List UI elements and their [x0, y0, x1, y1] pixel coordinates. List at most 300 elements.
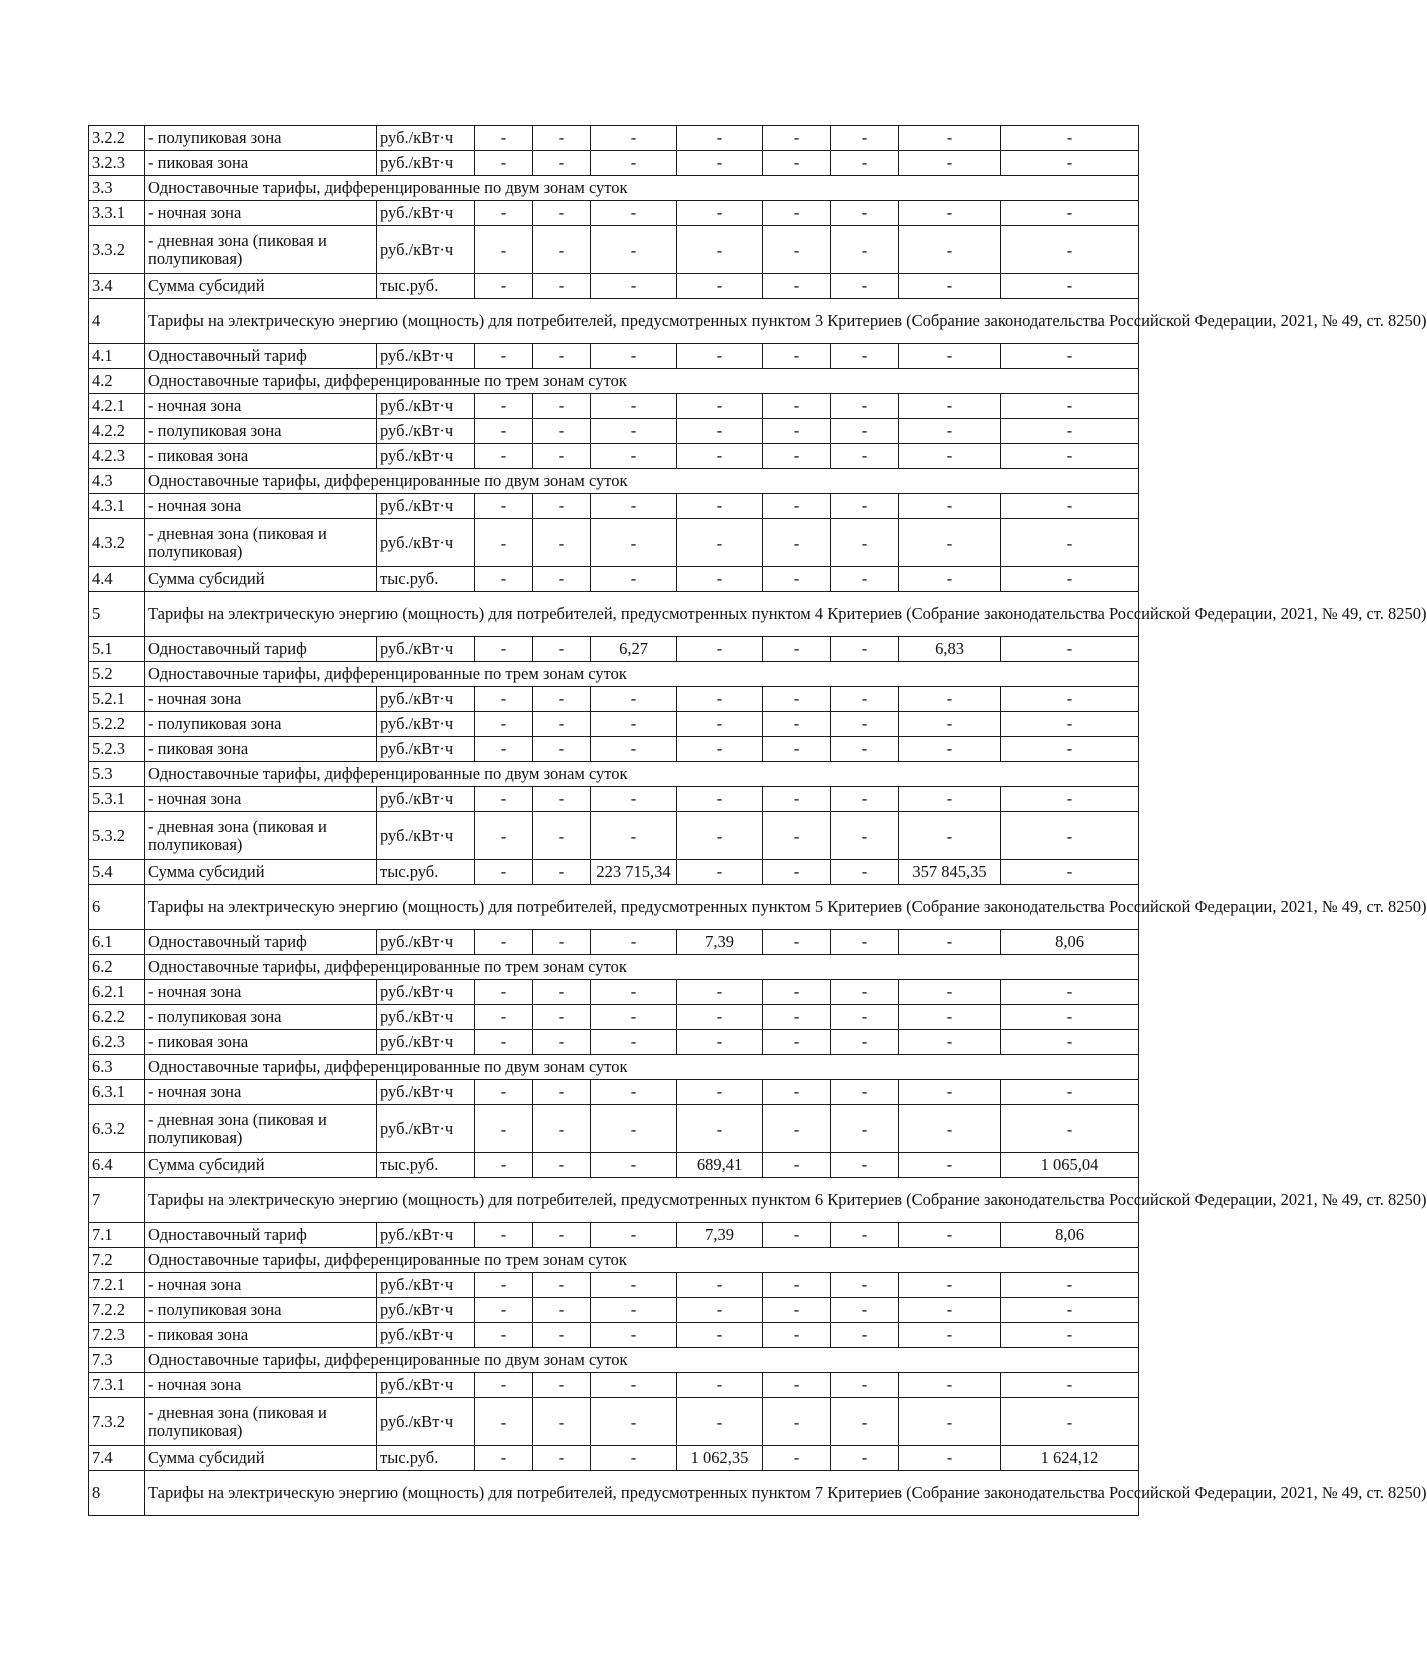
value-cell: -: [763, 1153, 831, 1178]
section-title: Одноставочные тарифы, дифференцированные по двум зонам суток: [145, 762, 1139, 787]
row-name: - дневная зона (пиковая и полупиковая): [145, 226, 377, 274]
value-cell: 6,27: [591, 637, 677, 662]
value-cell: -: [533, 1323, 591, 1348]
value-cell: -: [1001, 687, 1139, 712]
value-cell: -: [763, 126, 831, 151]
value-cell: -: [831, 419, 899, 444]
value-cell: -: [677, 1273, 763, 1298]
value-cell: -: [831, 1273, 899, 1298]
table-row: [89, 1323, 1139, 1348]
value-cell: -: [475, 1273, 533, 1298]
section-header-row: [89, 1471, 1139, 1516]
value-cell: -: [831, 444, 899, 469]
row-name: Сумма субсидий: [145, 1446, 377, 1471]
value-cell: -: [677, 637, 763, 662]
value-cell: -: [1001, 812, 1139, 860]
row-number: 7.4: [89, 1446, 145, 1471]
value-cell: -: [475, 151, 533, 176]
row-number: 6.2: [89, 955, 145, 980]
value-cell: -: [1001, 1323, 1139, 1348]
table-row: [89, 737, 1139, 762]
document-page: [88, 125, 1427, 1516]
section-title: Тарифы на электрическую энергию (мощность) для потребителей, предусмотренных пунктом 6 Критериев (Собрание законодательства Российской Федерации, 2021, № 49, ст. 8250): [145, 1178, 1139, 1223]
value-cell: -: [475, 1005, 533, 1030]
value-cell: -: [533, 1398, 591, 1446]
section-header-row: [89, 299, 1139, 344]
row-name: - полупиковая зона: [145, 126, 377, 151]
table-row: [89, 567, 1139, 592]
section-header-row: [89, 1178, 1139, 1223]
value-cell: -: [831, 567, 899, 592]
value-cell: -: [591, 980, 677, 1005]
value-cell: -: [1001, 737, 1139, 762]
row-unit: руб./кВт·ч: [377, 637, 475, 662]
value-cell: -: [475, 226, 533, 274]
value-cell: -: [763, 1298, 831, 1323]
value-cell: -: [1001, 519, 1139, 567]
row-number: 7.2: [89, 1248, 145, 1273]
row-name: Одноставочный тариф: [145, 1223, 377, 1248]
value-cell: -: [475, 494, 533, 519]
table-row: [89, 344, 1139, 369]
value-cell: -: [763, 860, 831, 885]
row-name: - пиковая зона: [145, 151, 377, 176]
value-cell: -: [591, 1223, 677, 1248]
value-cell: -: [899, 419, 1001, 444]
value-cell: -: [831, 344, 899, 369]
table-row: [89, 519, 1139, 567]
section-header-row: [89, 662, 1139, 687]
value-cell: -: [763, 980, 831, 1005]
value-cell: -: [591, 519, 677, 567]
value-cell: -: [899, 394, 1001, 419]
section-title: Одноставочные тарифы, дифференцированные по двум зонам суток: [145, 469, 1139, 494]
value-cell: -: [763, 1323, 831, 1348]
value-cell: -: [591, 494, 677, 519]
value-cell: -: [763, 812, 831, 860]
value-cell: -: [533, 860, 591, 885]
row-number: 3.2.2: [89, 126, 145, 151]
value-cell: -: [533, 1153, 591, 1178]
value-cell: -: [899, 1005, 1001, 1030]
value-cell: -: [899, 787, 1001, 812]
table-row: [89, 1223, 1139, 1248]
row-unit: руб./кВт·ч: [377, 1298, 475, 1323]
row-number: 4.2.1: [89, 394, 145, 419]
row-number: 5.2.2: [89, 712, 145, 737]
value-cell: -: [533, 1005, 591, 1030]
value-cell: -: [1001, 419, 1139, 444]
value-cell: 223 715,34: [591, 860, 677, 885]
row-name: Одноставочный тариф: [145, 637, 377, 662]
row-number: 6.2.3: [89, 1030, 145, 1055]
value-cell: -: [533, 787, 591, 812]
value-cell: -: [533, 344, 591, 369]
value-cell: -: [763, 1373, 831, 1398]
value-cell: -: [763, 394, 831, 419]
row-number: 3.3.1: [89, 201, 145, 226]
value-cell: -: [533, 126, 591, 151]
table-row: [89, 1398, 1139, 1446]
value-cell: -: [763, 226, 831, 274]
section-title: Одноставочные тарифы, дифференцированные по трем зонам суток: [145, 1248, 1139, 1273]
value-cell: 7,39: [677, 930, 763, 955]
row-number: 5.4: [89, 860, 145, 885]
value-cell: -: [1001, 274, 1139, 299]
row-unit: руб./кВт·ч: [377, 444, 475, 469]
table-row: [89, 394, 1139, 419]
value-cell: -: [899, 274, 1001, 299]
value-cell: -: [677, 444, 763, 469]
value-cell: -: [1001, 787, 1139, 812]
section-title: Тарифы на электрическую энергию (мощность) для потребителей, предусмотренных пунктом 7 Критериев (Собрание законодательства Российской Федерации, 2021, № 49, ст. 8250): [145, 1471, 1139, 1516]
value-cell: -: [677, 737, 763, 762]
value-cell: -: [591, 812, 677, 860]
row-number: 5.3.1: [89, 787, 145, 812]
value-cell: -: [763, 1030, 831, 1055]
value-cell: -: [677, 274, 763, 299]
value-cell: -: [591, 1005, 677, 1030]
table-row: [89, 687, 1139, 712]
value-cell: -: [1001, 394, 1139, 419]
value-cell: -: [763, 419, 831, 444]
value-cell: -: [591, 1398, 677, 1446]
row-number: 5.2: [89, 662, 145, 687]
value-cell: 1 062,35: [677, 1446, 763, 1471]
row-unit: тыс.руб.: [377, 274, 475, 299]
value-cell: -: [899, 1153, 1001, 1178]
row-number: 5.2.1: [89, 687, 145, 712]
value-cell: -: [763, 1398, 831, 1446]
value-cell: -: [1001, 1005, 1139, 1030]
row-unit: тыс.руб.: [377, 567, 475, 592]
value-cell: -: [899, 1373, 1001, 1398]
value-cell: 6,83: [899, 637, 1001, 662]
value-cell: -: [1001, 1298, 1139, 1323]
section-header-row: [89, 592, 1139, 637]
value-cell: -: [533, 1080, 591, 1105]
section-header-row: [89, 955, 1139, 980]
section-title: Одноставочные тарифы, дифференцированные по трем зонам суток: [145, 662, 1139, 687]
table-row: [89, 274, 1139, 299]
row-unit: руб./кВт·ч: [377, 1323, 475, 1348]
table-row: [89, 860, 1139, 885]
value-cell: -: [899, 1030, 1001, 1055]
value-cell: -: [899, 980, 1001, 1005]
section-title: Одноставочные тарифы, дифференцированные по двум зонам суток: [145, 1348, 1139, 1373]
value-cell: -: [591, 1323, 677, 1348]
value-cell: -: [591, 712, 677, 737]
value-cell: -: [1001, 1105, 1139, 1153]
row-unit: руб./кВт·ч: [377, 980, 475, 1005]
row-name: - ночная зона: [145, 787, 377, 812]
value-cell: -: [533, 201, 591, 226]
row-number: 6.2.2: [89, 1005, 145, 1030]
value-cell: -: [677, 1030, 763, 1055]
table-row: [89, 1446, 1139, 1471]
row-number: 3.3: [89, 176, 145, 201]
value-cell: -: [533, 637, 591, 662]
value-cell: -: [677, 712, 763, 737]
value-cell: -: [591, 226, 677, 274]
value-cell: -: [899, 126, 1001, 151]
table-row: [89, 812, 1139, 860]
value-cell: 8,06: [1001, 1223, 1139, 1248]
value-cell: -: [831, 226, 899, 274]
row-number: 6.3.1: [89, 1080, 145, 1105]
value-cell: -: [1001, 860, 1139, 885]
value-cell: -: [533, 980, 591, 1005]
value-cell: -: [475, 787, 533, 812]
table-row: [89, 930, 1139, 955]
row-name: - ночная зона: [145, 394, 377, 419]
value-cell: -: [677, 1005, 763, 1030]
value-cell: -: [677, 1323, 763, 1348]
value-cell: -: [591, 126, 677, 151]
value-cell: -: [677, 980, 763, 1005]
row-number: 5.2.3: [89, 737, 145, 762]
row-number: 5.1: [89, 637, 145, 662]
value-cell: -: [533, 687, 591, 712]
value-cell: -: [591, 1105, 677, 1153]
section-title: Одноставочные тарифы, дифференцированные по двум зонам суток: [145, 1055, 1139, 1080]
value-cell: -: [475, 737, 533, 762]
section-header-row: [89, 1248, 1139, 1273]
value-cell: -: [831, 1298, 899, 1323]
value-cell: -: [475, 344, 533, 369]
value-cell: -: [1001, 201, 1139, 226]
value-cell: -: [763, 567, 831, 592]
row-number: 6.3: [89, 1055, 145, 1080]
row-name: - полупиковая зона: [145, 1005, 377, 1030]
value-cell: -: [533, 274, 591, 299]
value-cell: -: [591, 1373, 677, 1398]
value-cell: 357 845,35: [899, 860, 1001, 885]
value-cell: -: [475, 1030, 533, 1055]
value-cell: -: [677, 519, 763, 567]
table-row: [89, 1005, 1139, 1030]
value-cell: -: [763, 1105, 831, 1153]
table-row: [89, 494, 1139, 519]
value-cell: -: [677, 126, 763, 151]
value-cell: -: [763, 344, 831, 369]
value-cell: -: [475, 812, 533, 860]
row-unit: руб./кВт·ч: [377, 1373, 475, 1398]
value-cell: -: [763, 1446, 831, 1471]
value-cell: -: [831, 126, 899, 151]
value-cell: -: [831, 1005, 899, 1030]
value-cell: -: [1001, 1030, 1139, 1055]
value-cell: -: [677, 419, 763, 444]
row-number: 7.3: [89, 1348, 145, 1373]
row-number: 4.2: [89, 369, 145, 394]
table-row: [89, 1273, 1139, 1298]
value-cell: -: [899, 201, 1001, 226]
value-cell: -: [591, 1446, 677, 1471]
row-unit: тыс.руб.: [377, 860, 475, 885]
row-number: 7.2.2: [89, 1298, 145, 1323]
value-cell: -: [899, 812, 1001, 860]
row-unit: руб./кВт·ч: [377, 394, 475, 419]
value-cell: -: [831, 1373, 899, 1398]
value-cell: -: [763, 494, 831, 519]
row-unit: руб./кВт·ч: [377, 1005, 475, 1030]
value-cell: -: [475, 637, 533, 662]
value-cell: 8,06: [1001, 930, 1139, 955]
value-cell: -: [677, 787, 763, 812]
value-cell: -: [475, 394, 533, 419]
value-cell: -: [533, 930, 591, 955]
table-row: [89, 637, 1139, 662]
table-row: [89, 980, 1139, 1005]
value-cell: 1 065,04: [1001, 1153, 1139, 1178]
value-cell: -: [475, 1398, 533, 1446]
value-cell: -: [831, 519, 899, 567]
value-cell: -: [899, 1323, 1001, 1348]
value-cell: -: [831, 787, 899, 812]
value-cell: -: [1001, 344, 1139, 369]
value-cell: -: [899, 687, 1001, 712]
row-number: 7.1: [89, 1223, 145, 1248]
value-cell: -: [899, 712, 1001, 737]
table-row: [89, 201, 1139, 226]
row-number: 5: [89, 592, 145, 637]
value-cell: -: [899, 1080, 1001, 1105]
value-cell: -: [475, 712, 533, 737]
row-name: - дневная зона (пиковая и полупиковая): [145, 1398, 377, 1446]
value-cell: -: [677, 1105, 763, 1153]
value-cell: -: [831, 274, 899, 299]
value-cell: -: [899, 737, 1001, 762]
table-row: [89, 712, 1139, 737]
row-unit: руб./кВт·ч: [377, 1080, 475, 1105]
value-cell: -: [899, 1273, 1001, 1298]
row-number: 4.3: [89, 469, 145, 494]
row-name: Сумма субсидий: [145, 567, 377, 592]
value-cell: 1 624,12: [1001, 1446, 1139, 1471]
value-cell: -: [763, 519, 831, 567]
row-name: - ночная зона: [145, 494, 377, 519]
row-unit: руб./кВт·ч: [377, 930, 475, 955]
value-cell: -: [763, 637, 831, 662]
row-name: - ночная зона: [145, 687, 377, 712]
value-cell: 7,39: [677, 1223, 763, 1248]
value-cell: -: [475, 1323, 533, 1348]
value-cell: -: [591, 151, 677, 176]
row-unit: руб./кВт·ч: [377, 787, 475, 812]
value-cell: -: [591, 1153, 677, 1178]
value-cell: -: [591, 419, 677, 444]
value-cell: -: [831, 1030, 899, 1055]
row-number: 8: [89, 1471, 145, 1516]
value-cell: -: [831, 1446, 899, 1471]
value-cell: -: [475, 201, 533, 226]
value-cell: -: [475, 567, 533, 592]
value-cell: -: [831, 712, 899, 737]
row-name: - дневная зона (пиковая и полупиковая): [145, 1105, 377, 1153]
value-cell: -: [899, 1398, 1001, 1446]
row-unit: руб./кВт·ч: [377, 201, 475, 226]
row-number: 7: [89, 1178, 145, 1223]
tariff-table: [88, 125, 1427, 1516]
value-cell: -: [591, 567, 677, 592]
value-cell: -: [831, 930, 899, 955]
row-name: - ночная зона: [145, 980, 377, 1005]
value-cell: -: [533, 444, 591, 469]
value-cell: -: [533, 519, 591, 567]
value-cell: -: [591, 394, 677, 419]
row-unit: руб./кВт·ч: [377, 1398, 475, 1446]
value-cell: -: [831, 201, 899, 226]
section-title: Одноставочные тарифы, дифференцированные по трем зонам суток: [145, 955, 1139, 980]
row-number: 3.3.2: [89, 226, 145, 274]
row-unit: руб./кВт·ч: [377, 1030, 475, 1055]
value-cell: -: [763, 151, 831, 176]
row-unit: руб./кВт·ч: [377, 519, 475, 567]
table-row: [89, 1153, 1139, 1178]
table-row: [89, 126, 1139, 151]
value-cell: -: [763, 687, 831, 712]
value-cell: -: [899, 519, 1001, 567]
value-cell: -: [763, 201, 831, 226]
value-cell: -: [763, 1080, 831, 1105]
table-row: [89, 226, 1139, 274]
value-cell: -: [763, 712, 831, 737]
value-cell: -: [1001, 1080, 1139, 1105]
value-cell: -: [831, 687, 899, 712]
row-name: - полупиковая зона: [145, 712, 377, 737]
tariff-table-body: [89, 126, 1427, 1516]
row-number: 3.4: [89, 274, 145, 299]
value-cell: -: [591, 737, 677, 762]
value-cell: -: [677, 687, 763, 712]
row-name: - дневная зона (пиковая и полупиковая): [145, 519, 377, 567]
value-cell: -: [831, 494, 899, 519]
value-cell: -: [533, 419, 591, 444]
value-cell: -: [1001, 1373, 1139, 1398]
section-title: Тарифы на электрическую энергию (мощность) для потребителей, предусмотренных пунктом 5 Критериев (Собрание законодательства Российской Федерации, 2021, № 49, ст. 8250): [145, 885, 1139, 930]
value-cell: -: [533, 1373, 591, 1398]
value-cell: -: [763, 787, 831, 812]
value-cell: -: [475, 1153, 533, 1178]
value-cell: -: [475, 930, 533, 955]
value-cell: -: [533, 1446, 591, 1471]
value-cell: -: [1001, 226, 1139, 274]
value-cell: -: [1001, 637, 1139, 662]
row-number: 7.3.2: [89, 1398, 145, 1446]
value-cell: -: [1001, 151, 1139, 176]
row-number: 6.3.2: [89, 1105, 145, 1153]
row-unit: руб./кВт·ч: [377, 1273, 475, 1298]
table-row: [89, 419, 1139, 444]
value-cell: -: [831, 1223, 899, 1248]
row-number: 4.4: [89, 567, 145, 592]
value-cell: -: [831, 637, 899, 662]
row-unit: тыс.руб.: [377, 1446, 475, 1471]
value-cell: -: [763, 444, 831, 469]
value-cell: -: [533, 151, 591, 176]
row-number: 6: [89, 885, 145, 930]
section-title: Одноставочные тарифы, дифференцированные по трем зонам суток: [145, 369, 1139, 394]
table-row: [89, 1373, 1139, 1398]
row-unit: руб./кВт·ч: [377, 151, 475, 176]
value-cell: -: [677, 860, 763, 885]
section-header-row: [89, 1348, 1139, 1373]
value-cell: -: [899, 444, 1001, 469]
row-number: 6.1: [89, 930, 145, 955]
value-cell: -: [591, 274, 677, 299]
row-name: - полупиковая зона: [145, 419, 377, 444]
